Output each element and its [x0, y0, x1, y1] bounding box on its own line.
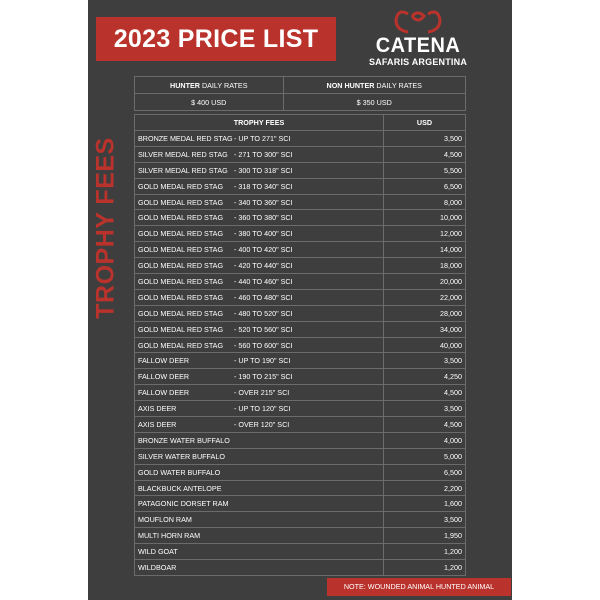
- table-row: [135, 385, 466, 401]
- table-row: [135, 448, 466, 464]
- fee-item: [135, 544, 384, 560]
- fee-item-range: - 440 TO 460" SCI: [234, 276, 293, 286]
- fee-item-range: - 360 TO 380" SCI: [234, 213, 293, 223]
- logo-subtitle: SAFARIS ARGENTINA: [368, 57, 468, 67]
- fee-item-name: AXIS DEER: [138, 419, 177, 429]
- table-row: [135, 274, 466, 290]
- fee-item: [135, 226, 384, 242]
- table-row: [135, 337, 466, 353]
- fee-price: 10,000: [384, 210, 466, 226]
- fee-item: [135, 305, 384, 321]
- fee-item-range: - 560 TO 600" SCI: [234, 340, 293, 350]
- fee-price: 28,000: [384, 305, 466, 321]
- fee-item-name: PATAGONIC DORSET RAM: [138, 499, 229, 509]
- fee-item: [135, 560, 384, 576]
- table-row: [135, 353, 466, 369]
- fee-price: 5,000: [384, 448, 466, 464]
- table-row: [135, 194, 466, 210]
- page-title: 2023 PRICE LIST: [96, 17, 336, 61]
- fee-item: [135, 210, 384, 226]
- table-row: [135, 162, 466, 178]
- fee-item-name: SILVER MEDAL RED STAG: [138, 165, 228, 175]
- fee-item-range: - UP TO 271" SCI: [234, 133, 291, 143]
- table-row: [135, 242, 466, 258]
- fee-item: [135, 448, 384, 464]
- fee-item: [135, 321, 384, 337]
- fee-item-range: - 460 TO 480" SCI: [234, 292, 293, 302]
- fee-item-range: - 340 TO 360" SCI: [234, 197, 293, 207]
- fee-item-range: - 380 TO 400" SCI: [234, 229, 293, 239]
- fee-price: 4,500: [384, 146, 466, 162]
- fee-item-name: AXIS DEER: [138, 404, 177, 414]
- fee-price: 5,500: [384, 162, 466, 178]
- fee-price: 1,200: [384, 544, 466, 560]
- fee-item-range: - OVER 120" SCI: [234, 419, 290, 429]
- fee-item-range: - OVER 215" SCI: [234, 388, 290, 398]
- fee-item: [135, 480, 384, 496]
- daily-rates-table: [134, 76, 466, 111]
- fee-item: [135, 194, 384, 210]
- fee-item-range: - 420 TO 440" SCI: [234, 261, 293, 271]
- fee-item-range: - 400 TO 420" SCI: [234, 245, 293, 255]
- fee-price: 4,500: [384, 417, 466, 433]
- fee-item: [135, 369, 384, 385]
- fee-item-name: GOLD MEDAL RED STAG: [138, 213, 224, 223]
- table-row: [135, 369, 466, 385]
- fee-item: [135, 131, 384, 147]
- fee-price: 4,000: [384, 432, 466, 448]
- fee-item-name: GOLD WATER BUFFALO: [138, 467, 221, 477]
- fee-item-name: MULTI HORN RAM: [138, 531, 201, 541]
- fee-item-range: - 520 TO 560" SCI: [234, 324, 293, 334]
- fee-price: 18,000: [384, 258, 466, 274]
- fee-price: 12,000: [384, 226, 466, 242]
- table-row: [135, 544, 466, 560]
- fee-price: 6,500: [384, 464, 466, 480]
- fee-price: 6,500: [384, 178, 466, 194]
- fee-item-name: FALLOW DEER: [138, 356, 190, 366]
- fee-item: [135, 401, 384, 417]
- fee-item-name: GOLD MEDAL RED STAG: [138, 276, 224, 286]
- table-row: [135, 496, 466, 512]
- table-row: [135, 305, 466, 321]
- fee-price: 3,500: [384, 131, 466, 147]
- hunter-rate-value: $ 400 USD: [135, 94, 284, 111]
- fee-item-name: GOLD MEDAL RED STAG: [138, 324, 224, 334]
- logo-name: CATENA: [375, 34, 461, 57]
- fee-item-name: GOLD MEDAL RED STAG: [138, 197, 224, 207]
- fee-item: [135, 178, 384, 194]
- nonhunter-rate-value: $ 350 USD: [283, 94, 466, 111]
- fee-item-name: GOLD MEDAL RED STAG: [138, 181, 224, 191]
- fee-item-name: MOUFLON RAM: [138, 515, 192, 525]
- hunter-rate-header: HUNTER DAILY RATES: [135, 77, 284, 94]
- catena-logo: [358, 4, 478, 68]
- fee-item: [135, 162, 384, 178]
- fee-item-range: - 300 TO 318" SCI: [234, 165, 293, 175]
- fee-item: [135, 258, 384, 274]
- nonhunter-rate-header: NON HUNTER DAILY RATES: [283, 77, 466, 94]
- table-row: [135, 432, 466, 448]
- fee-item: [135, 242, 384, 258]
- table-row: [135, 178, 466, 194]
- fee-item-name: SILVER WATER BUFFALO: [138, 451, 225, 461]
- fee-item: [135, 274, 384, 290]
- fee-item: [135, 464, 384, 480]
- fee-item-name: FALLOW DEER: [138, 388, 190, 398]
- fee-item: [135, 512, 384, 528]
- fee-item-name: BRONZE WATER BUFFALO: [138, 435, 230, 445]
- side-label-text: TROPHY FEES: [91, 137, 120, 319]
- fee-item-name: SILVER MEDAL RED STAG: [138, 149, 228, 159]
- fee-item-name: BLACKBUCK ANTELOPE: [138, 483, 222, 493]
- fee-item: [135, 496, 384, 512]
- fee-price: 14,000: [384, 242, 466, 258]
- table-row: [135, 512, 466, 528]
- fee-price: 4,500: [384, 385, 466, 401]
- table-row: [135, 464, 466, 480]
- fee-item-range: - UP TO 190" SCI: [234, 356, 291, 366]
- table-row: [135, 131, 466, 147]
- table-row: [135, 289, 466, 305]
- trophy-fees-table: [134, 114, 466, 576]
- table-row: [135, 226, 466, 242]
- table-row: [135, 560, 466, 576]
- fee-price: 1,600: [384, 496, 466, 512]
- fee-item: [135, 337, 384, 353]
- table-row: [135, 210, 466, 226]
- fees-column-header-price: USD: [384, 115, 466, 131]
- fee-price: 20,000: [384, 274, 466, 290]
- fee-item: [135, 146, 384, 162]
- fee-price: 3,500: [384, 353, 466, 369]
- fee-item-range: - 318 TO 340" SCI: [234, 181, 293, 191]
- fees-column-header-item: TROPHY FEES: [135, 115, 384, 131]
- fee-price: 2,200: [384, 480, 466, 496]
- fee-price: 4,250: [384, 369, 466, 385]
- fee-item-name: GOLD MEDAL RED STAG: [138, 292, 224, 302]
- fee-item: [135, 353, 384, 369]
- table-row: [135, 258, 466, 274]
- table-row: [135, 321, 466, 337]
- fee-price: 40,000: [384, 337, 466, 353]
- fee-item-name: GOLD MEDAL RED STAG: [138, 308, 224, 318]
- fee-item-range: - 480 TO 520" SCI: [234, 308, 293, 318]
- fee-item-name: GOLD MEDAL RED STAG: [138, 245, 224, 255]
- fee-price: 8,000: [384, 194, 466, 210]
- fee-item-name: WILDBOAR: [138, 562, 177, 572]
- fee-item-name: FALLOW DEER: [138, 372, 190, 382]
- fee-price: 3,500: [384, 401, 466, 417]
- fee-price: 1,200: [384, 560, 466, 576]
- fee-price: 22,000: [384, 289, 466, 305]
- table-row: [135, 401, 466, 417]
- fee-item: [135, 528, 384, 544]
- fee-price: 1,950: [384, 528, 466, 544]
- fee-item: [135, 385, 384, 401]
- fee-item: [135, 289, 384, 305]
- fee-item-range: - 190 TO 215" SCI: [234, 372, 293, 382]
- fee-item-name: GOLD MEDAL RED STAG: [138, 340, 224, 350]
- table-row: [135, 528, 466, 544]
- fee-item-name: WILD GOAT: [138, 547, 178, 557]
- fee-item-range: - 271 TO 300" SCI: [234, 149, 293, 159]
- fee-item-name: GOLD MEDAL RED STAG: [138, 261, 224, 271]
- fee-item: [135, 417, 384, 433]
- wounded-animal-note: NOTE: WOUNDED ANIMAL HUNTED ANIMAL: [327, 578, 511, 596]
- fee-item: [135, 432, 384, 448]
- fee-price: 3,500: [384, 512, 466, 528]
- fee-price: 34,000: [384, 321, 466, 337]
- fee-item-range: - UP TO 120" SCI: [234, 404, 291, 414]
- table-row: [135, 417, 466, 433]
- fee-item-name: BRONZE MEDAL RED STAG: [138, 133, 233, 143]
- fee-item-name: GOLD MEDAL RED STAG: [138, 229, 224, 239]
- table-row: [135, 480, 466, 496]
- table-row: [135, 146, 466, 162]
